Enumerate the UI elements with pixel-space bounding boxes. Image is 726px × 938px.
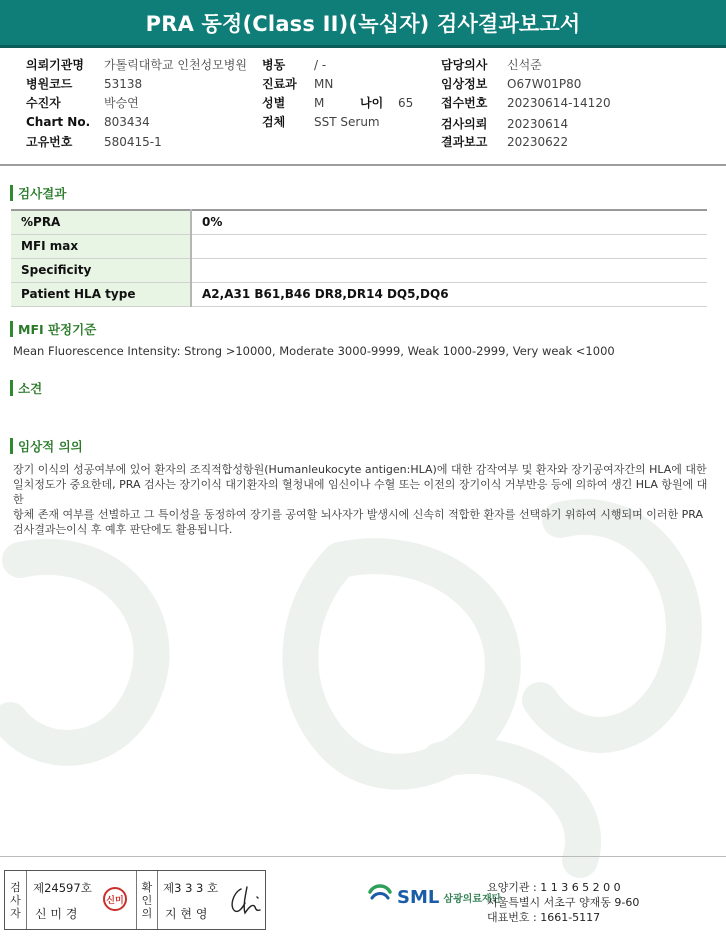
field-label: 나이 <box>360 96 384 110</box>
field-unique-no <box>26 133 162 150</box>
field-request-date <box>441 115 568 132</box>
lab-phone: 대표번호 : 1661-5117 <box>487 911 601 924</box>
confirmer-label <box>136 871 158 929</box>
field-value: 20230614 <box>507 117 569 131</box>
text-line: 장기 이식의 성공여부에 있어 환자의 조직적합성항원(Humanleukocyte antigen:HLA)에 대한 감작여부 및 환자와 장기공여자간의 HLA에 대한 <box>13 463 707 476</box>
field-hospital-code <box>26 75 142 92</box>
lab-address: 서울특별시 서초구 양재동 9-60 <box>487 896 640 909</box>
field-value: 53138 <box>104 77 143 91</box>
report-title-bar <box>0 0 726 48</box>
field-label: 검사의뢰 <box>441 117 488 131</box>
field-ward <box>262 56 326 73</box>
row-label: Specificity <box>11 258 191 282</box>
heading-text: MFI 판정기준 <box>18 322 97 337</box>
confirmer-name: 지 현 영 <box>165 907 208 921</box>
sml-logo <box>366 880 501 914</box>
heading-marker <box>10 185 13 201</box>
heading-marker <box>10 380 13 396</box>
field-chart-no <box>26 115 150 129</box>
sml-logo-icon <box>366 880 394 914</box>
text-line: 일치정도가 중요한데, PRA 검사는 장기이식 대기환자의 혈청내에 임신이나 수혈 또는 이전의 장기이식 거부반응 등에 의하여 생긴 HLA 항원에 대한 <box>13 478 708 506</box>
row-label: %PRA <box>11 210 191 234</box>
row-label: Patient HLA type <box>11 282 191 306</box>
field-value: 803434 <box>104 115 150 129</box>
examiner-name: 신 미 경 <box>35 907 78 921</box>
row-value <box>191 234 707 258</box>
field-department <box>262 75 333 92</box>
examiner-license: 제24597호 <box>33 881 92 895</box>
report-title: PRA 동정(Class II)(녹십자) 검사결과보고서 <box>145 11 581 36</box>
confirmer-license: 제3 3 3 호 <box>163 881 219 895</box>
label-char: 검 <box>10 880 21 894</box>
patient-info-section <box>0 56 726 166</box>
field-label: 접수번호 <box>441 96 488 110</box>
heading-text: 검사결과 <box>18 186 67 201</box>
heading-marker <box>10 321 13 337</box>
row-label: MFI max <box>11 234 191 258</box>
table-row <box>11 258 707 282</box>
table-row <box>11 210 707 234</box>
field-value: 580415-1 <box>104 135 162 149</box>
field-clinical-info <box>441 75 581 92</box>
field-label: 진료과 <box>262 77 297 91</box>
divider <box>0 164 726 166</box>
field-label: 임상정보 <box>441 77 488 91</box>
mfi-heading <box>10 320 96 338</box>
signature-box <box>4 870 266 930</box>
field-label: 수진자 <box>26 96 61 110</box>
label-char: 인 <box>141 893 153 907</box>
field-value: SST Serum <box>314 115 380 129</box>
findings-heading <box>10 379 42 397</box>
clinical-heading <box>10 437 83 455</box>
row-value: 0% <box>191 210 707 234</box>
field-examinee <box>26 94 139 111</box>
field-report-date <box>441 133 568 150</box>
field-value: M <box>314 96 325 110</box>
field-value: MN <box>314 77 334 91</box>
field-label: 고유번호 <box>26 135 73 149</box>
table-row <box>11 282 707 306</box>
field-label: 병동 <box>262 58 286 72</box>
table-row <box>11 234 707 258</box>
examiner-seal-icon <box>103 887 127 911</box>
logo-subtitle: 삼광의료재단 <box>443 893 502 905</box>
clinical-significance-text <box>13 462 713 537</box>
field-label: 병원코드 <box>26 77 73 91</box>
footer-divider <box>0 856 726 857</box>
field-value: 20230614-14120 <box>507 96 611 110</box>
field-value: 20230622 <box>507 135 569 149</box>
heading-text: 소견 <box>18 381 43 396</box>
text-line: 검사결과는이식 후 예후 판단에도 활용됩니다. <box>13 523 233 536</box>
mfi-criteria-text: Mean Fluorescence Intensity: Strong >10000, Moderate 3000-9999, Weak 1000-2999, Very weak <1000 <box>13 344 615 358</box>
field-label: 성별 <box>262 96 286 110</box>
seal-text: 신미 <box>106 895 124 906</box>
text-line: 항체 존재 여부를 선별하고 그 특이성을 동정하여 장기를 공여할 뇌사자가 발생시에 신속히 적합한 환자를 선택하기 위하여 시행되며 이러한 PRA <box>13 508 703 521</box>
confirmer-signature-icon <box>227 883 263 917</box>
field-value: 가톨릭대학교 인천성모병원 <box>104 58 247 72</box>
field-receipt-no <box>441 94 611 111</box>
field-sex <box>262 94 324 111</box>
lab-contact-info <box>487 880 639 925</box>
institution-code: 요양기관 : 1 1 3 6 5 2 0 0 <box>487 881 621 894</box>
results-table <box>11 209 707 307</box>
field-label: 담당의사 <box>441 58 488 72</box>
logo-text: SML <box>397 886 440 908</box>
field-institution <box>26 56 247 73</box>
heading-text: 임상적 의의 <box>18 439 83 454</box>
field-value: 65 <box>398 96 414 110</box>
field-specimen <box>262 113 380 130</box>
heading-marker <box>10 438 13 454</box>
field-value: O67W01P80 <box>507 77 582 91</box>
label-char: 확 <box>141 880 153 894</box>
field-value: 신석준 <box>507 58 542 72</box>
field-label: Chart No. <box>26 115 91 129</box>
row-value: A2,A31 B61,B46 DR8,DR14 DQ5,DQ6 <box>191 282 707 306</box>
label-char: 사 <box>10 893 21 907</box>
examiner-label <box>5 871 27 929</box>
field-doctor <box>441 56 542 73</box>
field-age <box>360 94 413 111</box>
label-char: 의 <box>141 906 153 920</box>
field-label: 결과보고 <box>441 135 488 149</box>
row-value <box>191 258 707 282</box>
field-value: 박승연 <box>104 96 139 110</box>
results-heading <box>10 184 66 202</box>
field-label: 의뢰기관명 <box>26 58 84 72</box>
label-char: 자 <box>10 906 21 920</box>
field-label: 검체 <box>262 115 286 129</box>
field-value: / - <box>314 58 327 72</box>
